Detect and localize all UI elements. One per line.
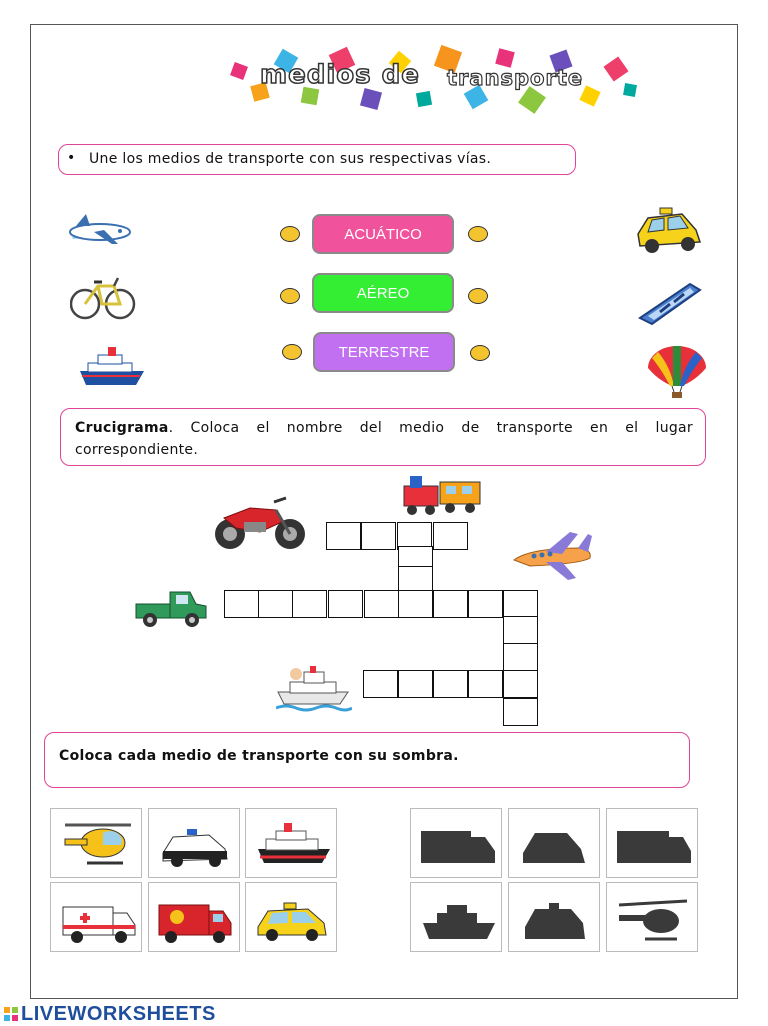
connect-dot-right-2[interactable] — [468, 288, 488, 304]
crossword-cell[interactable] — [326, 522, 361, 550]
tile-police-car[interactable] — [148, 808, 240, 878]
taxi-icon — [632, 204, 704, 256]
ship-shadow-icon — [411, 883, 503, 953]
connect-dot-left-3[interactable] — [282, 344, 302, 360]
instruction-1-text: Une los medios de transporte con sus respectivas vías. — [89, 151, 492, 167]
connect-dot-left-2[interactable] — [280, 288, 300, 304]
airplane-icon — [66, 208, 134, 248]
crossword-cell[interactable] — [364, 590, 399, 618]
airplane-cartoon-icon — [510, 530, 596, 582]
ambulance-icon — [51, 883, 143, 953]
connect-dot-left-1[interactable] — [280, 226, 300, 242]
connect-dot-right-1[interactable] — [468, 226, 488, 242]
category-acuatico: ACUÁTICO — [312, 214, 454, 254]
crossword-cell[interactable] — [363, 670, 398, 698]
ambulance-shadow-icon — [607, 809, 699, 879]
crossword-cell[interactable] — [433, 522, 468, 550]
taxi-icon — [246, 883, 338, 953]
instruction-box-2 — [60, 408, 706, 466]
tile-fire-truck[interactable] — [148, 882, 240, 952]
tile-shadow-ship[interactable] — [410, 882, 502, 952]
tile-shadow-taxi[interactable] — [508, 882, 600, 952]
helicopter-icon — [51, 809, 143, 879]
instruction-2-body: . Coloca el nombre del medio de transporte en el lugar correspondiente. — [75, 420, 693, 458]
crossword-cell[interactable] — [433, 670, 468, 698]
tile-ambulance[interactable] — [50, 882, 142, 952]
tile-shadow-fire-truck[interactable] — [410, 808, 502, 878]
bicycle-icon — [70, 272, 136, 322]
connect-dot-right-3[interactable] — [470, 345, 490, 361]
brand-name: LIVEWORKSHEETS — [21, 1003, 216, 1025]
crossword-cell[interactable] — [258, 590, 293, 618]
crossword-cell[interactable] — [398, 590, 433, 618]
crossword-cell[interactable] — [503, 590, 538, 618]
tile-shadow-ambulance[interactable] — [606, 808, 698, 878]
tile-taxi[interactable] — [245, 882, 337, 952]
rowboat-icon — [636, 278, 702, 326]
crossword-cell[interactable] — [468, 670, 503, 698]
crossword-cell[interactable] — [433, 590, 468, 618]
liveworksheets-logo — [4, 1003, 216, 1026]
crossword-cell[interactable] — [292, 590, 327, 618]
crossword-cell[interactable] — [503, 616, 538, 644]
fire-truck-shadow-icon — [411, 809, 503, 879]
car-shadow-icon — [509, 809, 601, 879]
crossword-cell[interactable] — [503, 670, 538, 698]
tile-shadow-helicopter[interactable] — [606, 882, 698, 952]
tile-shadow-car[interactable] — [508, 808, 600, 878]
instruction-box-1 — [58, 144, 576, 175]
pickup-truck-icon — [134, 586, 208, 630]
tile-helicopter[interactable] — [50, 808, 142, 878]
title-banner — [222, 44, 642, 116]
crossword-cell[interactable] — [328, 590, 363, 618]
instruction-box-3 — [44, 732, 690, 788]
tile-ship[interactable] — [245, 808, 337, 878]
crossword-cell[interactable] — [398, 670, 433, 698]
instruction-2-text — [75, 417, 693, 461]
helicopter-shadow-icon — [607, 883, 699, 953]
crossword-cell[interactable] — [224, 590, 259, 618]
crossword-cell[interactable] — [468, 590, 503, 618]
crossword-cell[interactable] — [503, 643, 538, 671]
title-line2: transporte — [447, 66, 584, 90]
fire-truck-icon — [149, 883, 241, 953]
ship-icon — [78, 345, 146, 387]
boat-icon — [276, 664, 352, 714]
police-car-icon — [149, 809, 241, 879]
bullet: • — [67, 150, 76, 166]
train-icon — [400, 472, 484, 516]
hot-air-balloon-icon — [644, 346, 710, 398]
crossword-cell[interactable] — [503, 698, 538, 726]
instruction-3-text: Coloca cada medio de transporte con su sombra. — [59, 748, 459, 764]
crucigrama-label: Crucigrama — [75, 420, 169, 436]
category-terrestre: TERRESTRE — [313, 332, 455, 372]
liveworksheets-logo-icon — [4, 1007, 18, 1021]
crossword-cell[interactable] — [361, 522, 396, 550]
taxi-shadow-icon — [509, 883, 601, 953]
category-aereo: AÉREO — [312, 273, 454, 313]
motorcycle-icon — [210, 492, 308, 552]
title-line1: medios de — [260, 60, 420, 90]
cruise-ship-icon — [246, 809, 338, 879]
